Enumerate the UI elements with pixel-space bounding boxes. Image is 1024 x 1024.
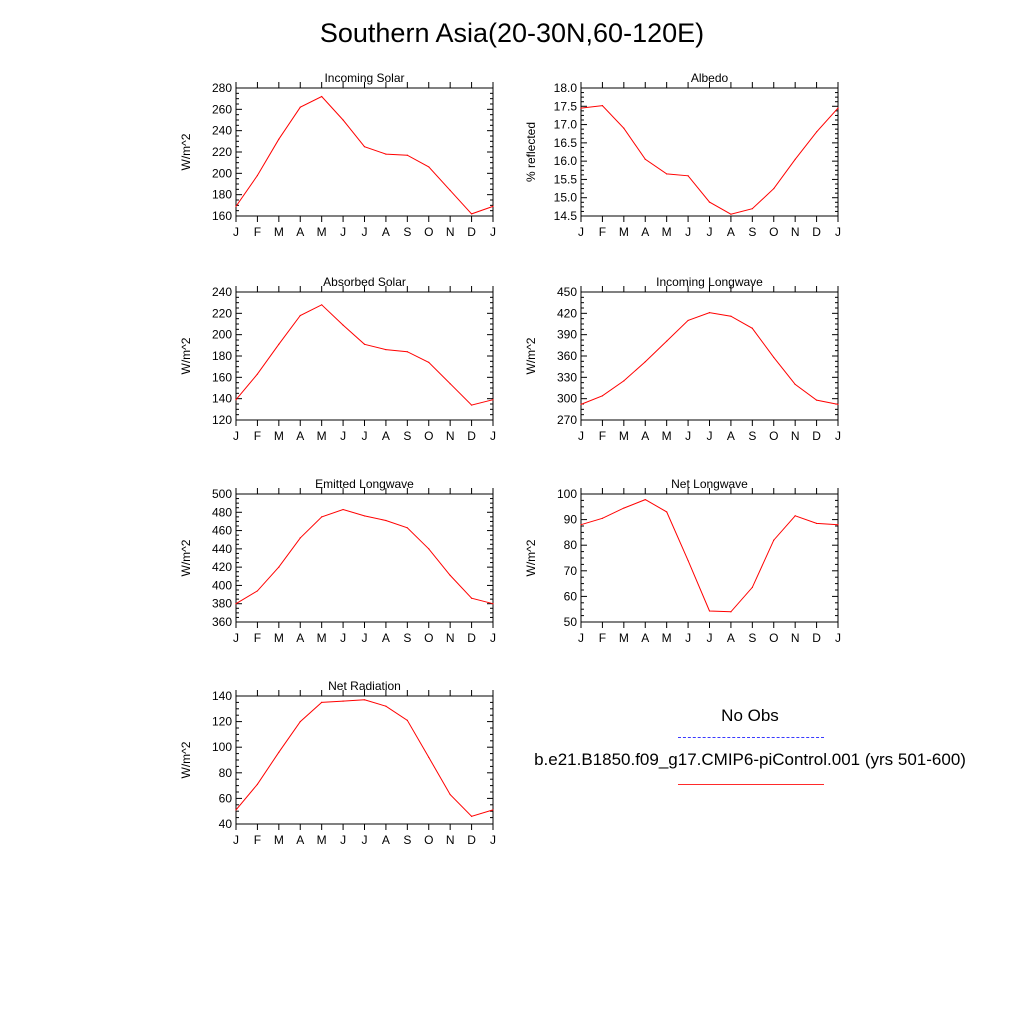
data-point [795,384,796,385]
data-point [471,598,472,599]
y-tick-label: 60 [563,589,577,604]
x-tick-label: J [233,833,239,847]
data-point [837,108,838,109]
legend-obs-label: No Obs [721,706,779,725]
y-tick-label: 240 [211,285,232,299]
y-tick-label: 16.0 [553,154,577,169]
y-tick-label: 17.0 [553,117,577,132]
x-tick-label: J [490,225,496,239]
data-point [580,404,581,405]
panel-absorbed-solar [170,266,510,446]
plot-frame [581,292,838,420]
y-tick-label: 180 [211,187,232,202]
y-tick-label: 460 [211,523,232,538]
series-line [236,305,493,405]
data-point [645,361,646,362]
data-point [837,404,838,405]
x-tick-label: J [340,631,347,645]
data-point [709,202,710,203]
x-tick-label: M [316,225,327,239]
data-point [428,362,429,363]
data-point [342,324,343,325]
data-point [580,524,581,525]
series-line [581,500,838,612]
x-tick-label: J [361,225,368,239]
data-point [385,520,386,521]
x-tick-label: J [490,429,496,443]
data-point [342,119,343,120]
panel-incoming-solar [170,62,510,242]
data-point [471,213,472,214]
y-tick-label: 180 [211,349,232,363]
y-tick-label: 160 [211,370,232,385]
x-tick-label: N [790,429,800,443]
x-tick-label: O [424,225,434,239]
plot-frame [236,494,493,622]
x-tick-label: F [598,225,607,239]
x-tick-label: A [381,631,390,645]
y-tick-label: 360 [556,349,577,363]
data-point [385,349,386,350]
x-tick-label: M [661,429,672,443]
x-tick-label: J [233,631,239,645]
y-axis-label: W/m^2 [179,133,193,171]
y-tick-label: 18.0 [553,81,577,95]
data-point [471,816,472,817]
panel-title: Net Longwave [671,477,748,491]
y-axis-label: W/m^2 [524,337,538,375]
data-point [257,175,258,176]
series-line [236,510,493,604]
data-point [773,188,774,189]
y-axis-label: W/m^2 [524,539,538,577]
x-tick-label: J [233,225,239,239]
x-tick-label: F [253,833,262,847]
data-point [492,399,493,400]
data-point [428,548,429,549]
data-point [321,304,322,305]
series-line [581,313,838,405]
data-point [730,611,731,612]
y-tick-label: 280 [211,81,232,95]
x-tick-label: D [812,631,821,645]
y-tick-label: 440 [211,541,232,556]
y-tick-label: 390 [556,327,577,342]
data-point [602,395,603,396]
x-tick-label: F [253,429,262,443]
data-point [645,159,646,160]
x-tick-label: A [641,631,650,645]
data-point [752,208,753,209]
x-tick-label: S [403,429,412,443]
y-tick-label: 360 [211,615,232,629]
x-tick-label: M [661,225,672,239]
x-tick-label: J [685,631,692,645]
y-tick-label: 16.5 [553,135,577,150]
y-tick-label: 480 [211,505,232,520]
x-tick-label: N [445,833,455,847]
x-tick-label: O [769,225,779,239]
data-point [257,374,258,375]
x-tick-label: O [769,631,779,645]
x-tick-label: F [598,429,607,443]
data-point [709,312,710,313]
y-tick-label: 400 [211,578,232,593]
y-axis-label: W/m^2 [179,539,193,577]
data-point [278,567,279,568]
y-tick-label: 17.5 [553,99,577,114]
x-tick-label: O [424,429,434,443]
legend-obs-line [678,737,824,738]
x-tick-label: M [316,833,327,847]
x-tick-label: S [403,225,412,239]
y-tick-label: 80 [563,538,577,553]
x-tick-label: F [253,631,262,645]
data-point [385,154,386,155]
series-line [581,106,838,215]
x-tick-label: J [578,631,584,645]
data-point [752,328,753,329]
data-point [235,603,236,604]
data-point [235,399,236,400]
x-tick-label: O [424,833,434,847]
x-tick-label: J [835,631,841,645]
data-point [342,701,343,702]
data-point [407,527,408,528]
data-point [492,603,493,604]
data-point [364,699,365,700]
x-tick-label: F [598,631,607,645]
data-point [666,511,667,512]
legend-model-line [678,784,824,785]
data-point [407,351,408,352]
panel-title: Albedo [690,71,729,85]
x-tick-label: N [790,225,800,239]
data-point [450,575,451,576]
x-tick-label: A [381,429,390,443]
data-point [795,515,796,516]
x-tick-label: J [706,429,713,443]
x-tick-label: A [296,631,305,645]
x-tick-label: F [253,225,262,239]
y-axis-label: W/m^2 [179,741,193,779]
data-point [450,383,451,384]
y-tick-label: 100 [211,740,232,755]
x-tick-label: N [790,631,800,645]
x-tick-label: A [296,225,305,239]
data-point [278,344,279,345]
data-point [666,173,667,174]
x-tick-label: M [661,631,672,645]
y-tick-label: 40 [218,817,232,831]
plot-frame [581,494,838,622]
y-tick-label: 270 [556,413,577,427]
y-tick-label: 240 [211,123,232,138]
data-point [364,515,365,516]
x-tick-label: M [273,225,284,239]
x-tick-label: S [748,225,757,239]
panel-incoming-longwave [515,266,855,446]
x-tick-label: N [445,631,455,645]
data-point [364,344,365,345]
x-tick-label: J [835,429,841,443]
data-point [795,159,796,160]
x-tick-label: J [361,631,368,645]
x-tick-label: M [618,225,629,239]
x-tick-label: S [403,833,412,847]
y-tick-label: 70 [563,563,577,578]
x-tick-label: S [748,429,757,443]
data-point [645,499,646,500]
x-tick-label: J [490,631,496,645]
data-point [837,524,838,525]
y-tick-label: 200 [211,166,232,181]
x-tick-label: J [685,225,692,239]
plot-frame [581,88,838,216]
y-tick-label: 140 [211,689,232,703]
data-point [450,190,451,191]
legend-model-label: b.e21.B1850.f09_g17.CMIP6-piControl.001 (yrs 501-600) [534,750,966,769]
data-point [492,206,493,207]
x-tick-label: A [381,225,390,239]
x-tick-label: M [316,429,327,443]
x-tick-label: A [726,429,735,443]
data-point [687,175,688,176]
panel-title: Incoming Longwave [656,275,763,289]
data-point [321,516,322,517]
x-tick-label: M [618,429,629,443]
panel-title: Net Radiation [328,679,401,693]
data-point [623,380,624,381]
data-point [321,702,322,703]
x-tick-label: A [641,429,650,443]
panel-net-radiation [170,670,510,850]
y-tick-label: 220 [211,306,232,321]
data-point [257,784,258,785]
x-tick-label: J [340,429,347,443]
y-tick-label: 300 [556,391,577,406]
y-axis-label: % reflected [524,121,538,183]
panel-albedo [515,62,855,242]
data-point [300,315,301,316]
data-point [492,809,493,810]
y-tick-label: 120 [211,714,232,729]
x-tick-label: J [340,833,347,847]
data-point [428,166,429,167]
data-point [773,357,774,358]
x-tick-label: D [812,225,821,239]
panel-title: Incoming Solar [324,71,405,85]
data-point [342,509,343,510]
data-point [580,108,581,109]
data-point [816,131,817,132]
data-point [300,721,301,722]
data-point [816,399,817,400]
x-tick-label: J [233,429,239,443]
y-tick-label: 80 [218,765,232,780]
data-point [300,107,301,108]
y-tick-label: 220 [211,145,232,159]
data-point [602,518,603,519]
data-point [471,404,472,405]
x-tick-label: M [273,429,284,443]
data-point [666,340,667,341]
data-point [602,105,603,106]
x-tick-label: J [835,225,841,239]
x-tick-label: J [340,225,347,239]
y-tick-label: 260 [211,102,232,117]
data-point [235,206,236,207]
series-line [236,97,493,214]
x-tick-label: A [296,833,305,847]
data-point [623,128,624,129]
series-line [236,700,493,817]
data-point [385,706,386,707]
x-tick-label: N [445,225,455,239]
plot-frame [236,696,493,824]
x-tick-label: A [381,833,390,847]
data-point [235,809,236,810]
data-point [773,539,774,540]
panel-title: Absorbed Solar [323,275,406,289]
y-tick-label: 90 [563,512,577,527]
y-tick-label: 420 [556,306,577,321]
y-tick-label: 380 [211,596,232,611]
x-tick-label: D [467,631,476,645]
y-tick-label: 160 [211,209,232,223]
data-point [687,320,688,321]
x-tick-label: M [273,833,284,847]
data-point [300,537,301,538]
x-tick-label: J [578,429,584,443]
y-tick-label: 60 [218,791,232,806]
y-tick-label: 420 [211,560,232,575]
y-tick-label: 15.5 [553,172,577,187]
x-tick-label: J [685,429,692,443]
x-tick-label: J [490,833,496,847]
x-tick-label: D [467,833,476,847]
data-point [257,590,258,591]
y-tick-label: 15.0 [553,190,577,205]
data-point [407,720,408,721]
data-point [687,560,688,561]
x-tick-label: D [467,225,476,239]
y-tick-label: 450 [556,285,577,299]
data-point [278,752,279,753]
data-point [364,146,365,147]
panel-title: Emitted Longwave [315,477,414,491]
data-point [428,757,429,758]
x-tick-label: N [445,429,455,443]
data-point [278,139,279,140]
y-tick-label: 14.5 [553,209,577,223]
y-tick-label: 120 [211,413,232,427]
data-point [321,96,322,97]
x-tick-label: A [726,225,735,239]
panel-net-longwave [515,468,855,648]
y-tick-label: 50 [563,615,577,629]
x-tick-label: J [706,225,713,239]
x-tick-label: J [706,631,713,645]
x-tick-label: O [424,631,434,645]
panel-emitted-longwave [170,468,510,648]
y-tick-label: 500 [211,487,232,501]
data-point [752,587,753,588]
x-tick-label: D [812,429,821,443]
x-tick-label: M [273,631,284,645]
data-point [709,610,710,611]
data-point [730,214,731,215]
figure-title: Southern Asia(20-30N,60-120E) [319,18,705,48]
y-tick-label: 100 [556,487,577,501]
plot-frame [236,292,493,420]
plot-frame [236,88,493,216]
x-tick-label: J [578,225,584,239]
data-point [450,794,451,795]
x-tick-label: O [769,429,779,443]
y-tick-label: 140 [211,391,232,406]
x-tick-label: A [296,429,305,443]
y-tick-label: 330 [556,370,577,385]
y-axis-label: W/m^2 [179,337,193,375]
data-point [623,507,624,508]
data-point [730,316,731,317]
x-tick-label: J [361,429,368,443]
y-tick-label: 200 [211,327,232,342]
x-tick-label: A [641,225,650,239]
x-tick-label: M [618,631,629,645]
x-tick-label: A [726,631,735,645]
x-tick-label: J [361,833,368,847]
x-tick-label: S [748,631,757,645]
x-tick-label: M [316,631,327,645]
x-tick-label: S [403,631,412,645]
data-point [407,155,408,156]
x-tick-label: D [467,429,476,443]
data-point [816,523,817,524]
